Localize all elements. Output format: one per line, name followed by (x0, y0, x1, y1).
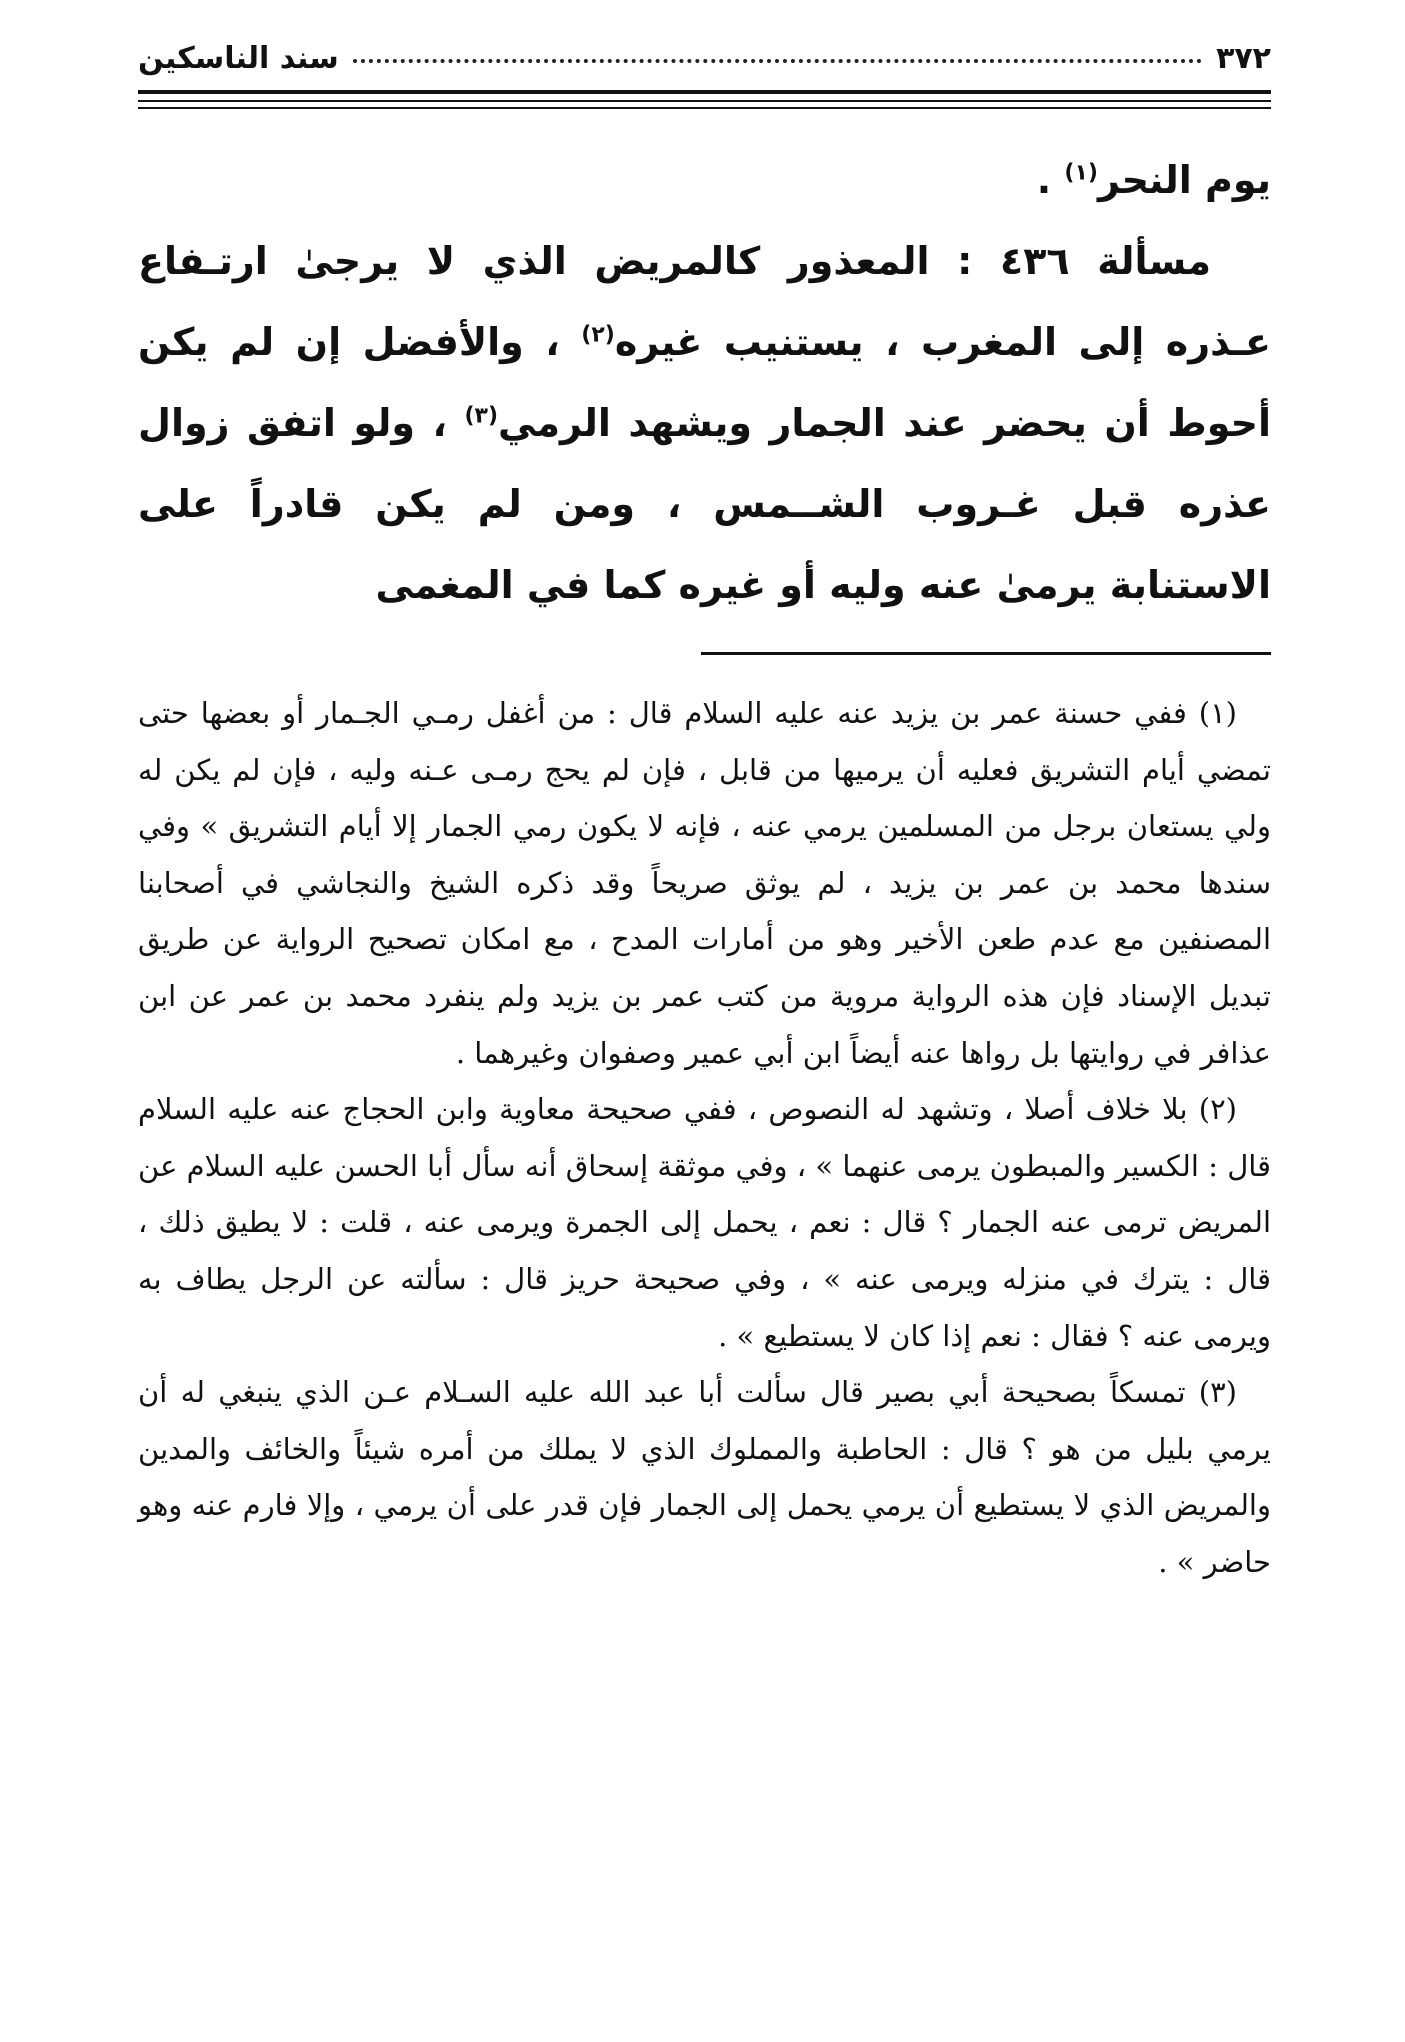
footnote-ref-1: (١) (1064, 160, 1098, 186)
header-rule-thin-upper (138, 100, 1271, 102)
issue-436-part-2: ، والأفضل إن لم يكن أحوط أن يحضر عند الجمار ويشهد الرمي (138, 320, 1271, 445)
header-rule-thick (138, 90, 1271, 94)
issue-436-part-3: ، ولو اتفق زوال عذره قبل غـروب الشــمس ، ومن لم يكن قادراً على الاستنابة يرمىٰ عنه وليه أو غيره كما في المغمى (138, 401, 1271, 607)
footnote-ref-2: (٢) (581, 322, 615, 348)
footnote-3: (٣) تمسكاً بصحيحة أبي بصير قال سألت أبا عبد الله عليه السـلام عـن الذي ينبغي له أن يرمي بليل من هو ؟ قال : الحاطبة والمملوك الذي لا يملك من أمره شيئاً والخائف والمدين والمريض الذي لا يستطيع أن يرمي يحمل إلى الجمار فإن قدر على أن يرمي ، وإلا فارم عنه وهو حاضر » . (138, 1375, 1271, 1579)
running-title: سند الناسكين (138, 40, 339, 76)
main-text (138, 140, 1271, 626)
main-line-1-text: يوم النحر (1097, 158, 1271, 202)
issue-436-part-1: مسألة ٤٣٦ : المعذور كالمريض الذي لا يرجىٰ ارتـفاع عـذره إلى المغرب ، يستنيب غيره (138, 239, 1272, 364)
main-line-1-end: . (1036, 158, 1065, 202)
main-line-1 (138, 140, 1271, 221)
footnote-2: (٢) بلا خلاف أصلا ، وتشهد له النصوص ، ففي صحيحة معاوية وابن الحجاج عنه عليه السلام قال : الكسير والمبطون يرمى عنهما » ، وفي موثقة إسحاق أنه سأل أبا الحسن عليه السلام عن المريض ترمى عنه الجمار ؟ قال : نعم ، يحمل إلى الجمرة ويرمى عنه ، قلت : لا يطيق ذلك ، قال : يترك في منزله ويرمى عنه » ، وفي صحيحة حريز قال : سألته عن الرجل يطاف به ويرمى عنه ؟ فقال : نعم إذا كان لا يستطيع » . (138, 1092, 1271, 1353)
header-dotted-leader (353, 49, 1202, 63)
footnote-separator (701, 652, 1271, 655)
footnote-1: (١) ففي حسنة عمر بن يزيد عنه عليه السلام قال : من أغفل رمـي الجـمار أو بعضها حتى تمضي أيام التشريق فعليه أن يرميها من قابل ، فإن لم يحج رمـى عـنه وليه ، فإن لم يكن له ولي يستعان برجل من المسلمين يرمي عنه ، فإنه لا يكون رمي الجمار إلا أيام التشريق » وفي سندها محمد بن عمر بن يزيد ، لم يوثق صريحاً وقد ذكره الشيخ والنجاشي في أصحابنا المصنفين مع عدم طعن الأخير وهو من أمارات المدح ، مع امكان تصحيح الرواية عن طريق تبديل الإسناد فإن هذه الرواية مروية من كتب عمر بن يزيد ولم ينفرد محمد بن عمر عن ابن عذافر في روايتها بل رواها عنه أيضاً ابن أبي عمير وصفوان وغيرهما . (138, 696, 1271, 1070)
footnote-ref-3: (٣) (464, 403, 499, 429)
page-header (138, 34, 1271, 82)
issue-436-paragraph (138, 221, 1271, 626)
footnotes (138, 685, 1271, 1591)
header-rule-thin-lower (138, 107, 1271, 109)
page-number: ٣٧٢ (1216, 40, 1271, 76)
